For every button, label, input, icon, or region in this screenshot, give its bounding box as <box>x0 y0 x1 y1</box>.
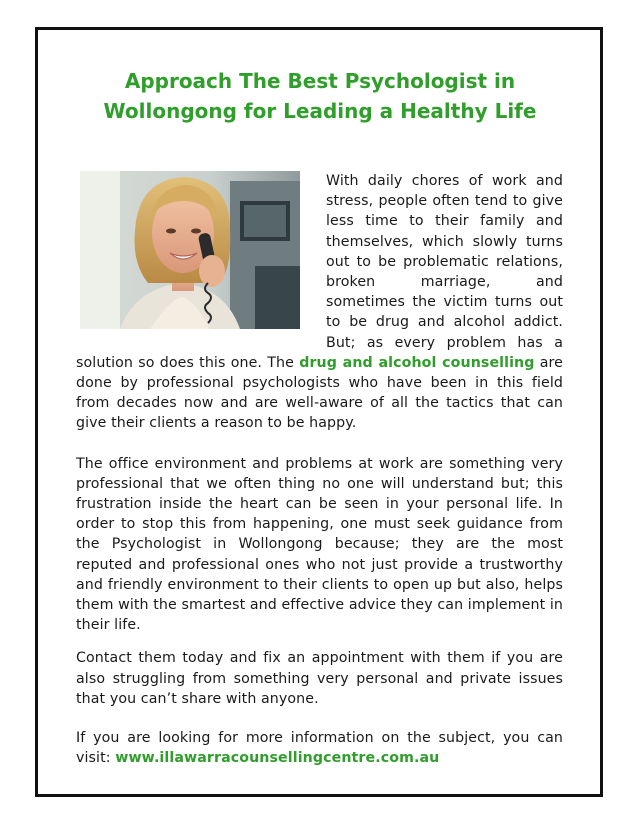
document-title: Approach The Best Psychologist in Wollongong for Leading a Healthy Life <box>103 69 537 123</box>
document-body <box>76 171 563 768</box>
paragraph-office-environment: The office environment and problems at work are something very professional that we often thing no one will understand but; this frustration inside the heart can be seen in your personal life. In order to stop this from happening, one must seek guidance from the Psychologist in Wollongong because; they are the most reputed and professional ones who not just provide a trustworthy and friendly environment to their clients to open up but also, helps them with the smartest and effective advice they can implement in their life. <box>76 455 563 634</box>
paragraph-gap <box>76 709 563 728</box>
woman-on-telephone-photo <box>80 171 300 329</box>
paragraph-more-info <box>76 728 563 768</box>
paragraph-contact: Contact them today and fix an appointment with them if you are also struggling from something very personal and private issues that you can’t share with anyone. <box>76 650 563 707</box>
paragraph-intro-continued: are done by professional psychologists who have been in this field from decades now and are well-aware of all the tactics that can give their clients a reason to be happy. <box>76 354 563 432</box>
more-info-text: If you are looking for more information on the subject, you can visit: <box>76 730 563 767</box>
website-link[interactable]: www.illawarracounsellingcentre.com.au <box>115 750 440 767</box>
paragraph-gap <box>76 635 563 648</box>
paragraph-gap <box>76 434 563 454</box>
drug-alcohol-counselling-highlight: drug and alcohol counselling <box>299 354 535 371</box>
paragraph-intro-text: With daily chores of work and stress, people often tend to give less time to their family and themselves, which slowly turns out to be problematic relations, broken marriage, and sometimes the victim turns out to be drug and alcohol addict. But; as every problem has a solution so does this one. The <box>76 173 563 371</box>
